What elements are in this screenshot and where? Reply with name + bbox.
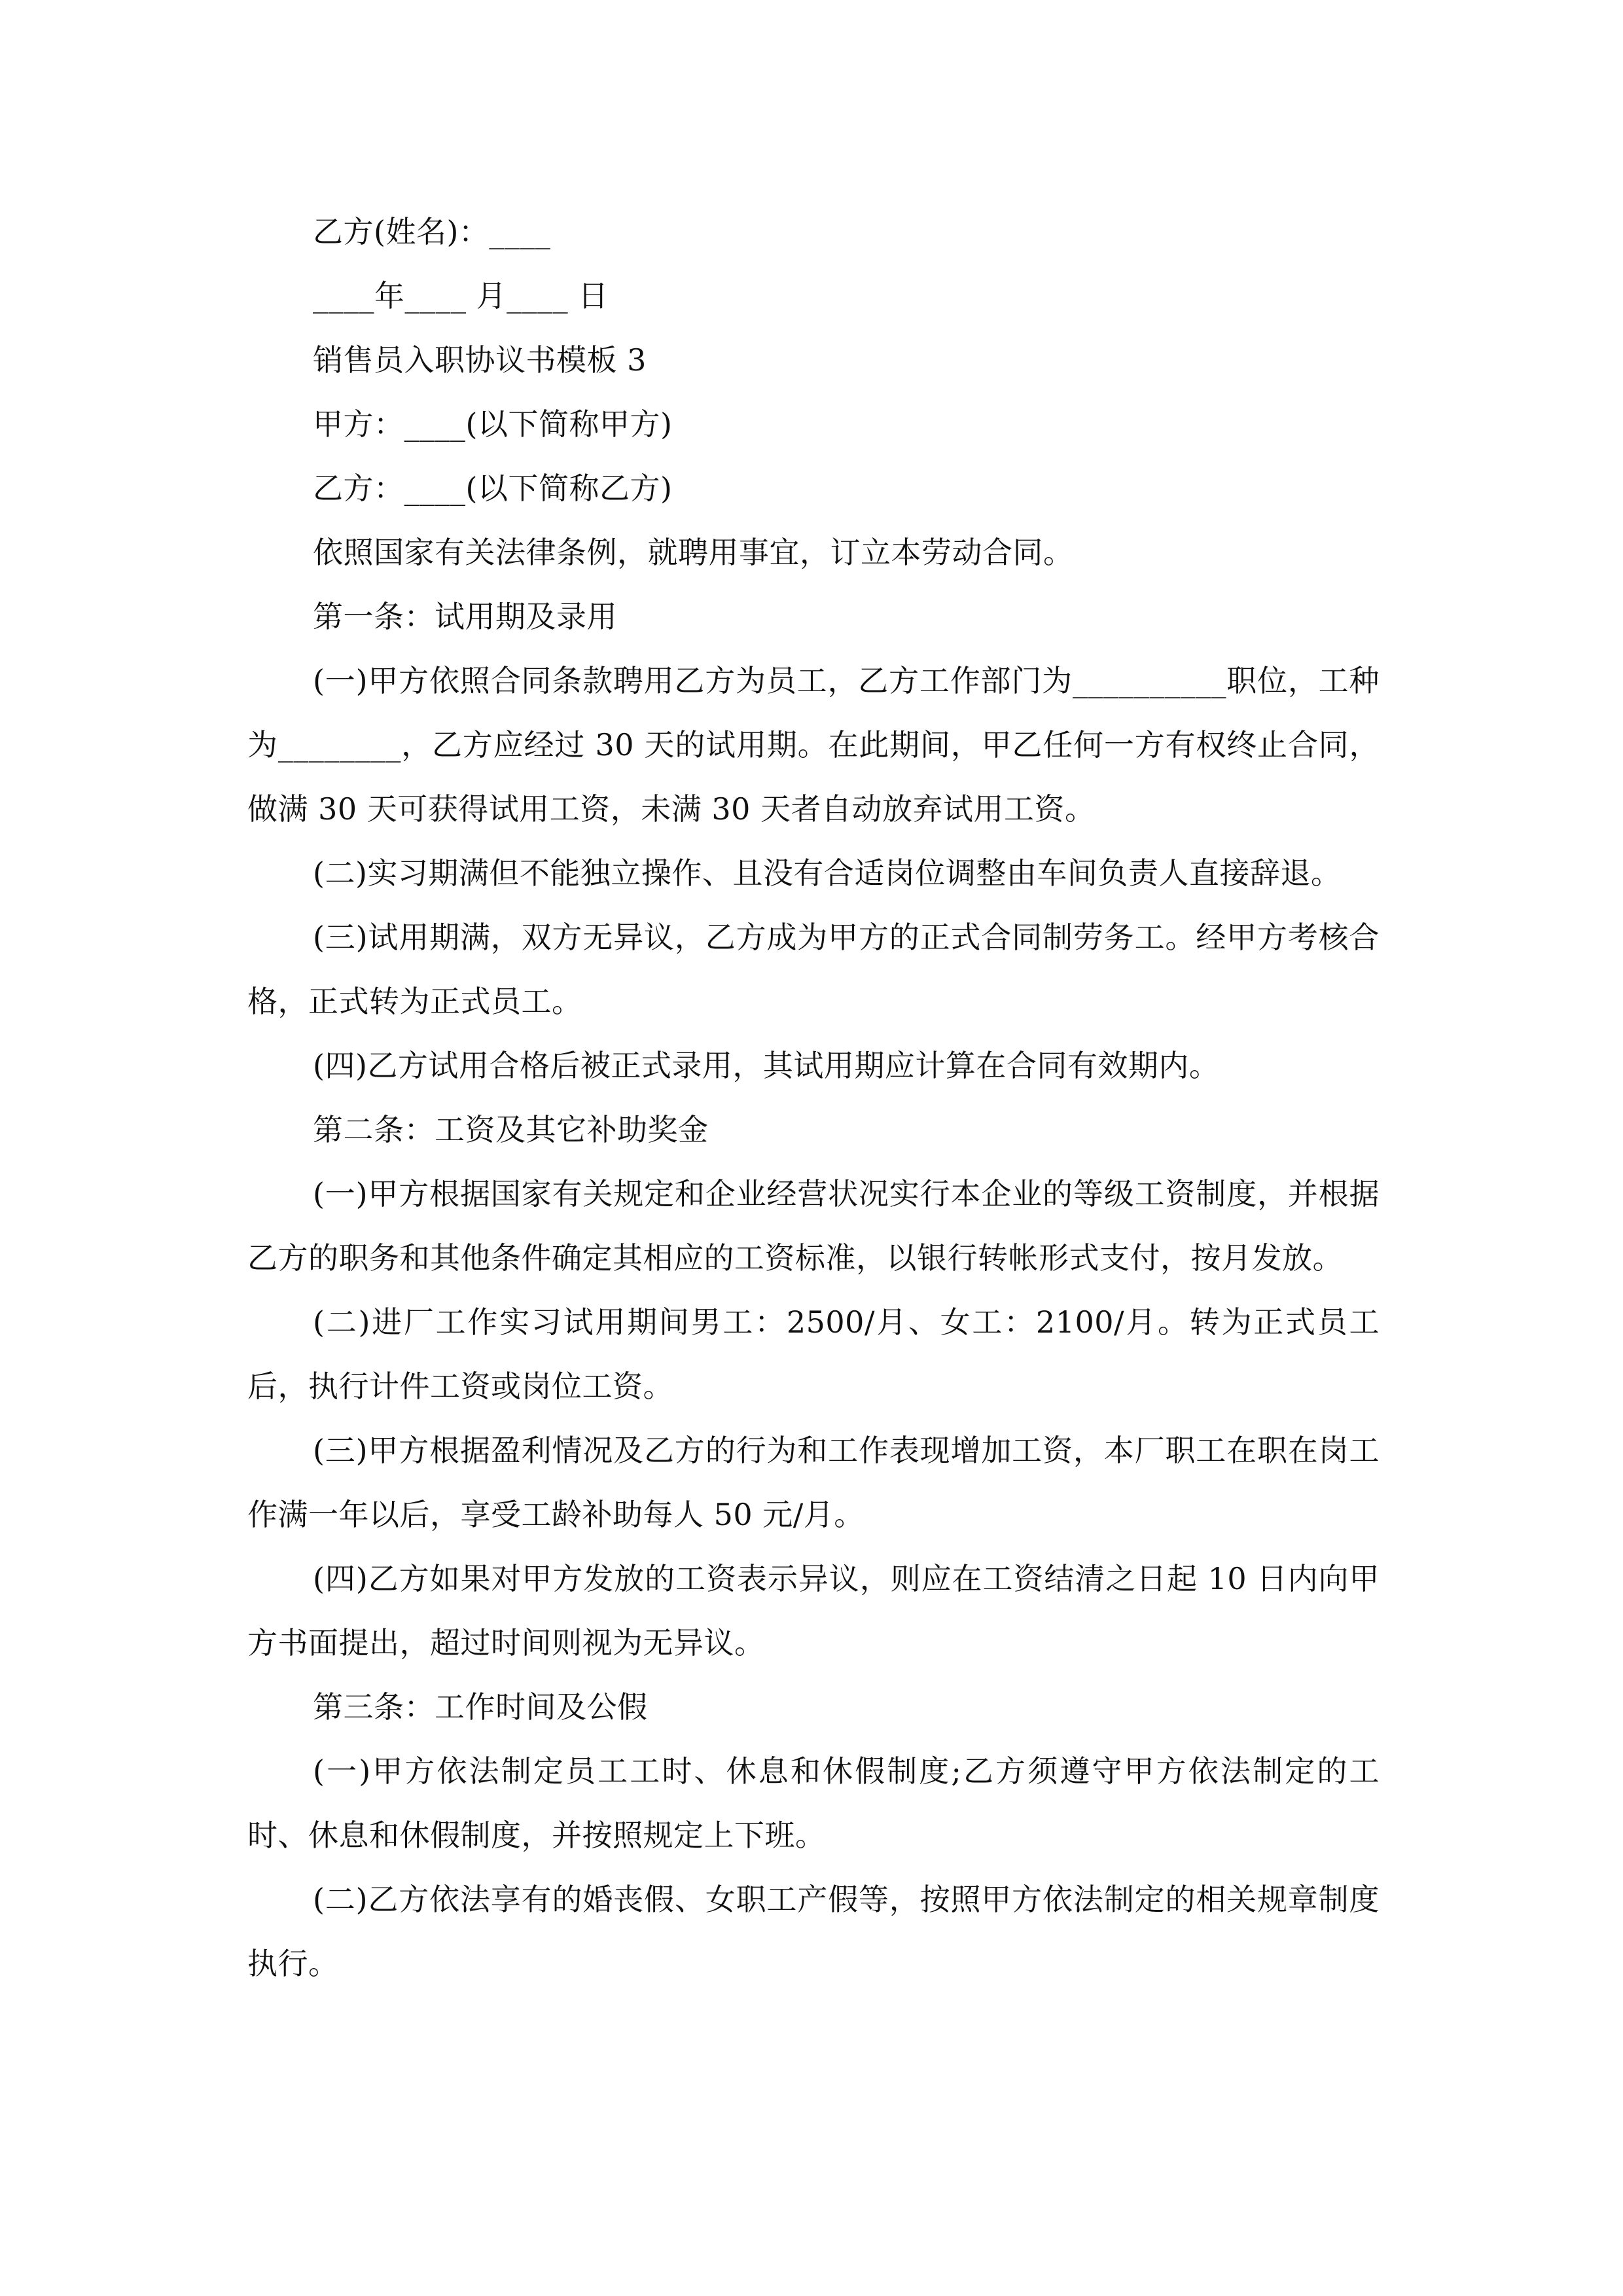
article-2-clause-3: (三)甲方根据盈利情况及乙方的行为和工作表现增加工资，本厂职工在职在岗工作满一年以后，享受工龄补助每人 50 元/月。	[247, 1433, 1380, 1532]
article-1-clause-3: (三)试用期满，双方无异议，乙方成为甲方的正式合同制劳务工。经甲方考核合格，正式转为正式员工。	[247, 920, 1380, 1019]
article-1-clause-1: (一)甲方依照合同条款聘用乙方为员工，乙方工作部门为__________职位，工种为________，乙方应经过 30 天的试用期。在此期间，甲乙任何一方有权终止合同，做满 30 天可获得试用工资，未满 30 天者自动放弃试用工资。	[247, 663, 1380, 827]
date-line: ____年____ 月____ 日	[313, 278, 609, 314]
party-b-name-line: 乙方(姓名)：____	[313, 214, 551, 249]
party-a-line: 甲方：____(以下简称甲方)	[313, 406, 673, 442]
article-1-clause-4: (四)乙方试用合格后被正式录用，其试用期应计算在合同有效期内。	[313, 1048, 1220, 1083]
document-title: 销售员入职协议书模板 3	[313, 342, 647, 378]
article-3-clause-1: (一)甲方依法制定员工工时、休息和休假制度;乙方须遵守甲方依法制定的工时、休息和休假制度，并按照规定上下班。	[247, 1753, 1380, 1853]
article-1-heading: 第一条：试用期及录用	[313, 599, 617, 634]
article-1-clause-2: (二)实习期满但不能独立操作、且没有合适岗位调整由车间负责人直接辞退。	[313, 855, 1342, 891]
article-2-clause-4: (四)乙方如果对甲方发放的工资表示异议，则应在工资结清之日起 10 日内向甲方书面提出，超过时间则视为无异议。	[247, 1561, 1380, 1660]
article-3-heading: 第三条：工作时间及公假	[313, 1689, 648, 1725]
article-2-clause-2: (二)进厂工作实习试用期间男工：2500/月、女工：2100/月。转为正式员工后，执行计件工资或岗位工资。	[247, 1304, 1380, 1404]
document-body	[247, 200, 1380, 1996]
party-b-line: 乙方：____(以下简称乙方)	[313, 471, 673, 506]
preamble: 依照国家有关法律条例，就聘用事宜，订立本劳动合同。	[313, 535, 1074, 570]
article-2-heading: 第二条：工资及其它补助奖金	[313, 1112, 709, 1147]
article-3-clause-2: (二)乙方依法享有的婚丧假、女职工产假等，按照甲方依法制定的相关规章制度执行。	[247, 1882, 1380, 1981]
article-2-clause-1: (一)甲方根据国家有关规定和企业经营状况实行本企业的等级工资制度，并根据乙方的职务和其他条件确定其相应的工资标准，以银行转帐形式支付，按月发放。	[247, 1176, 1380, 1276]
